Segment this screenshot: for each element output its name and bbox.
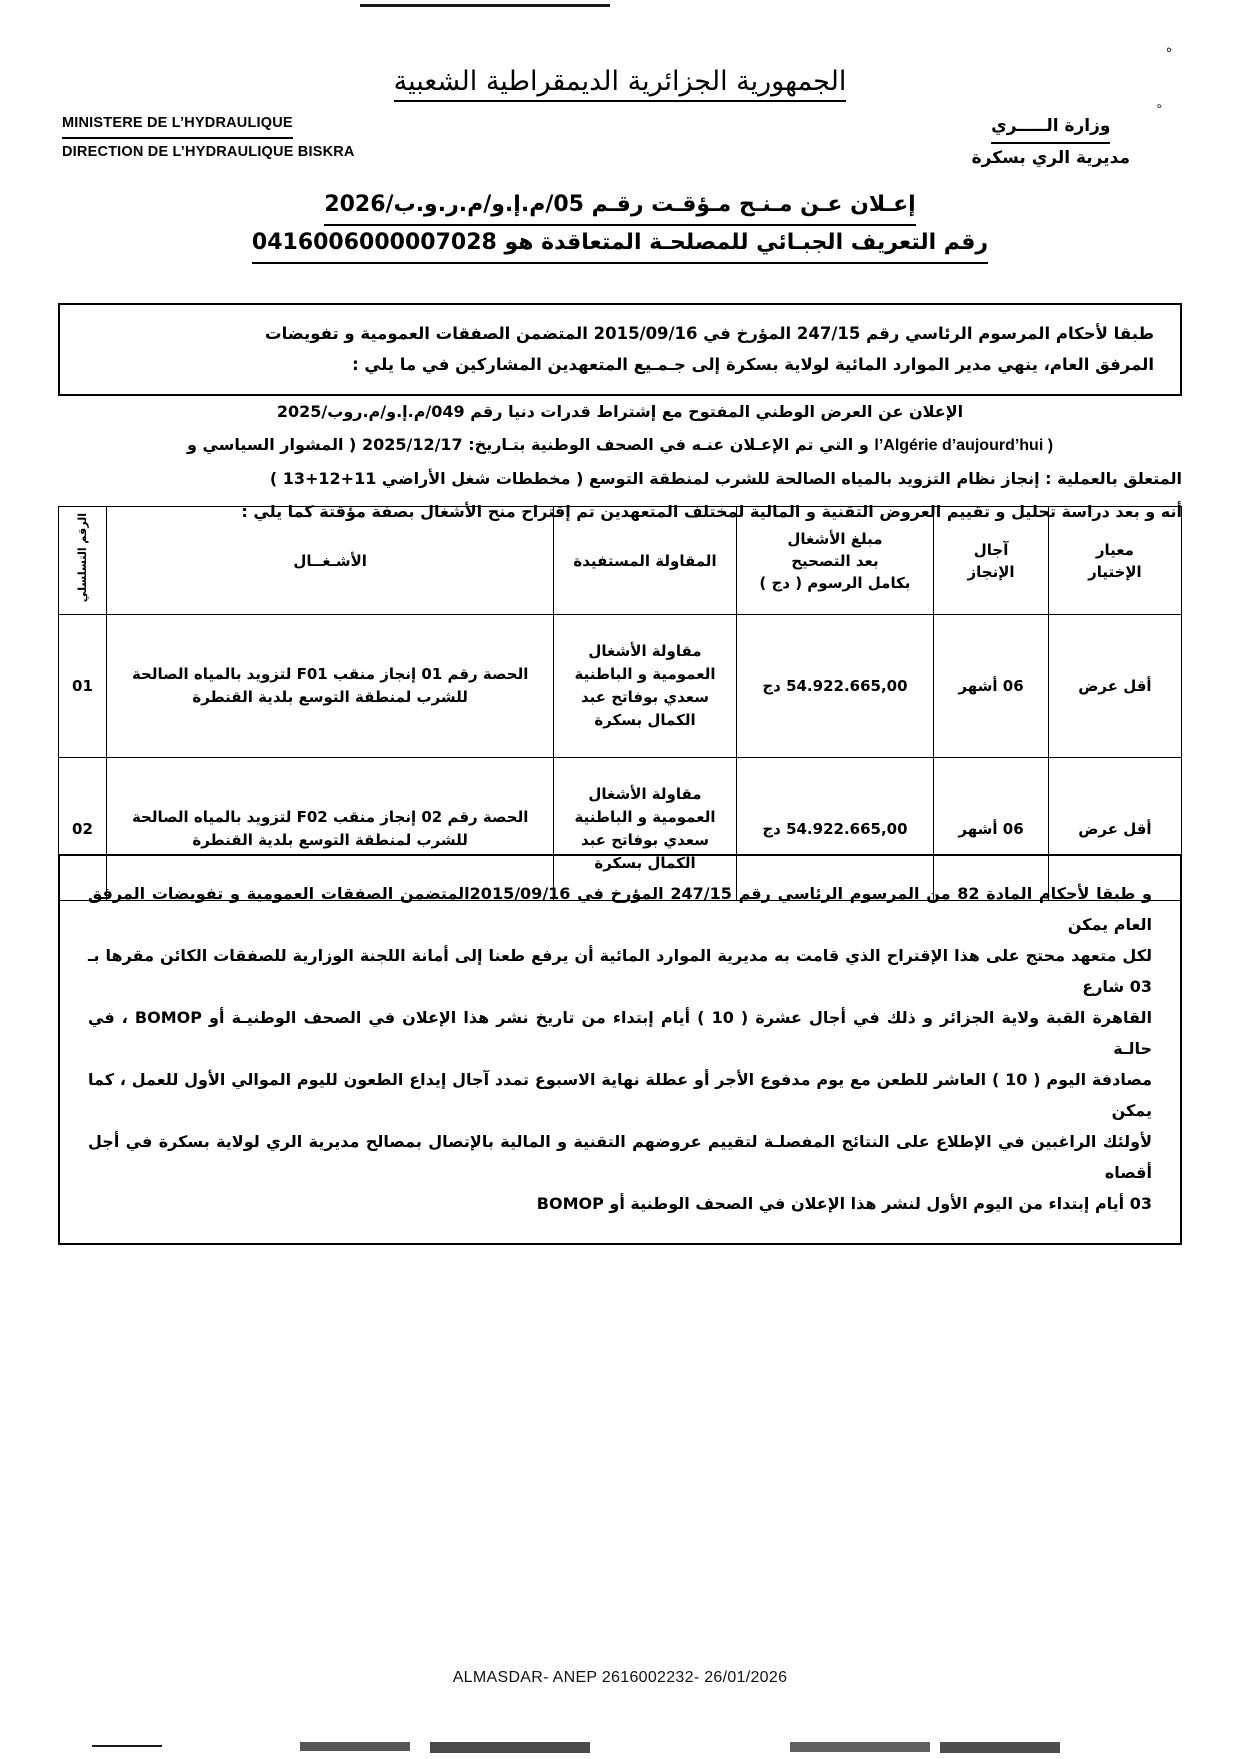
- cell-amount: 54.922.665,00 دج: [736, 615, 934, 758]
- footer-line-5: لأولئك الراغبين في الإطلاع على النتائج المفصلـة لتقييم عروضهم التقنية و المالية بالإتصال بمصالح مديرية الري لولاية بسكرة في أجل أقصاه: [88, 1132, 1152, 1182]
- announcement-title-block: [0, 188, 1240, 264]
- scan-artifact-2: [300, 1742, 410, 1751]
- announcement-title-line-2: [0, 226, 1240, 264]
- body-line-2-arabic: و التي تم الإعـلان عنـه في الصحف الوطنية بتـاريخ: 2025/12/17 ( المشوار السياسي و: [186, 435, 869, 454]
- award-table: [58, 506, 1182, 901]
- ministry-name-ar-text: وزارة الـــــري: [991, 112, 1110, 144]
- body-line-1: الإعلان عن العرض الوطني المفتوح مع إشتراط قدرات دنيا رقم 049/م.إ.و/م.روب/2025: [276, 402, 964, 421]
- header-left-block: [62, 110, 355, 165]
- header-amount: [736, 507, 934, 615]
- republic-title-text: الجمهورية الجزائرية الديمقراطية الشعبية: [394, 66, 847, 102]
- footer-line-6: 03 أيام إبتداء من اليوم الأول لنشر هذا الإعلان في الصحف الوطنية أو BOMOP: [536, 1194, 1152, 1213]
- appeal-procedure-box: [58, 854, 1182, 1245]
- header-delay-line-1: آجال: [973, 540, 1009, 559]
- announcement-title-line-2-text: رقم التعريف الجبـائي للمصلحـة المتعاقدة هو 0416006000007028: [252, 226, 988, 264]
- body-line-2: [58, 431, 1182, 460]
- anep-reference-footer: ALMASDAR- ANEP 2616002232- 26/01/2026: [452, 1669, 788, 1686]
- scan-artifact-3: [430, 1742, 590, 1753]
- header-delay: [934, 507, 1048, 615]
- newspaper-name-fr: l’Algérie d’aujourd’hui ): [874, 437, 1054, 454]
- footer-line-1: و طبقا لأحكام المادة 82 من المرسوم الرئاسي رقم 247/15 المؤرخ في 2015/09/16المتضمن الصفقات العمومية و تفويضات المرفق العام يمكن: [88, 884, 1153, 934]
- scan-artifacts-bottom: [0, 1731, 1240, 1757]
- intro-line-2: المرفق العام، ينهي مدير الموارد المائية لولاية بسكرة إلى جـمـيع المتعهدين المشاركين في ما يلي :: [352, 355, 1154, 374]
- ministry-name-ar: [972, 112, 1130, 144]
- cell-criteria: أقل عرض: [1048, 758, 1181, 901]
- intro-legal-box: [58, 303, 1182, 396]
- announcement-title-line-1-text: إعـلان عـن مـنـح مـؤقـت رقـم 05/م.إ.و/م.ر.و.ب/2026: [324, 188, 915, 226]
- scan-mark-right-upper: ه: [1166, 42, 1172, 55]
- table-row: [59, 615, 1182, 758]
- cell-serial-number: 02: [59, 758, 107, 901]
- header-delay-line-2: الإنجاز: [967, 562, 1015, 581]
- scan-artifact-1: [92, 1745, 162, 1747]
- body-line-4: أنه و بعد دراسة تحليل و تقييم العروض التقنية و المالية لمختلف المتعهدين تم إقتراح منح الأشغال بصفة مؤقتة كما يلي :: [241, 502, 1182, 521]
- cell-amount: 54.922.665,00 دج: [736, 758, 934, 901]
- ministry-name-fr: [62, 110, 355, 139]
- header-serial-number-text: الرقم التسلسلي: [75, 513, 89, 603]
- cell-serial-number: 01: [59, 615, 107, 758]
- body-line-3: المتعلق بالعملية : إنجاز نظام التزويد بالمياه الصالحة للشرب لمنطقة التوسع ( مخططات شغل الأراضي 11+12+13 ): [269, 469, 1182, 488]
- scan-artifact-4: [790, 1742, 930, 1752]
- award-table-container: [58, 506, 1182, 901]
- header-serial-number: [59, 507, 107, 615]
- ministry-name-fr-text: MINISTERE DE L’HYDRAULIQUE: [62, 110, 293, 139]
- scan-artifact-5: [940, 1742, 1060, 1753]
- header-amount-line-1: مبلغ الأشغال: [787, 529, 883, 548]
- header-criteria: [1048, 507, 1181, 615]
- cell-delay: 06 أشهر: [934, 615, 1048, 758]
- header-criteria-line-2: الإختيار: [1088, 562, 1142, 581]
- scan-mark-right-lower: ه: [1156, 100, 1162, 111]
- intro-line-1: طبقا لأحكام المرسوم الرئاسي رقم 247/15 المؤرخ في 2015/09/16 المتضمن الصفقات العمومية و تفويضات: [265, 324, 1154, 343]
- direction-name-ar: مديرية الري بسكرة: [971, 148, 1130, 168]
- table-header-row: [59, 507, 1182, 615]
- header-contractor: المقاولة المستفيدة: [554, 507, 736, 615]
- direction-name-fr: DIRECTION DE L’HYDRAULIQUE BISKRA: [62, 144, 355, 160]
- announcement-title-line-1: [0, 188, 1240, 226]
- header-amount-line-2: بعد التصحيح: [791, 551, 879, 570]
- header-amount-line-3: بكامل الرسوم ( دج ): [759, 573, 911, 592]
- header-criteria-line-1: معيار: [1095, 540, 1134, 559]
- footer-line-2: لكل متعهد محتج على هذا الإقتراح الذي قامت به مديرية الموارد المائية أن يرفع طعنا إلى أمانة اللجنة الوزارية للصفقات الكائن مقرها بـ 03 شارع: [88, 946, 1152, 996]
- republic-title: [0, 66, 1240, 97]
- cell-contractor: مقاولة الأشغال العمومية و الباطنية سعدي بوفاتح عبد الكمال بسكرة: [554, 615, 736, 758]
- header-works: الأشـغــال: [106, 507, 554, 615]
- cell-works: الحصة رقم 02 إنجاز منقب F02 لتزويد بالمياه الصالحة للشرب لمنطقة التوسع بلدية القنطرة: [106, 758, 554, 901]
- cell-criteria: أقل عرض: [1048, 615, 1181, 758]
- scan-artifact-top: [360, 4, 610, 7]
- award-table-head: [59, 507, 1182, 615]
- cell-contractor: مقاولة الأشغال العمومية و الباطنية سعدي بوفاتح عبد الكمال بسكرة: [554, 758, 736, 901]
- cell-delay: 06 أشهر: [934, 758, 1048, 901]
- footer-line-3: القاهرة القبة ولاية الجزائر و ذلك في أجال عشرة ( 10 ) أيام إبتداء من تاريخ نشر هذا الإعلان في الصحف الوطنيـة أو BOMOP ، في حالـة: [88, 1008, 1152, 1058]
- footer-line-4: مصادفة اليوم ( 10 ) العاشر للطعن مع يوم مدفوع الأجر أو عطلة نهاية الاسبوع تمدد آجال إيداع الطعون لليوم الموالي الأول للعمل ، كما يمكن: [88, 1070, 1153, 1120]
- cell-works: الحصة رقم 01 إنجاز منقب F01 لتزويد بالمياه الصالحة للشرب لمنطقة التوسع بلدية القنطرة: [106, 615, 554, 758]
- header-right-block: [972, 112, 1130, 172]
